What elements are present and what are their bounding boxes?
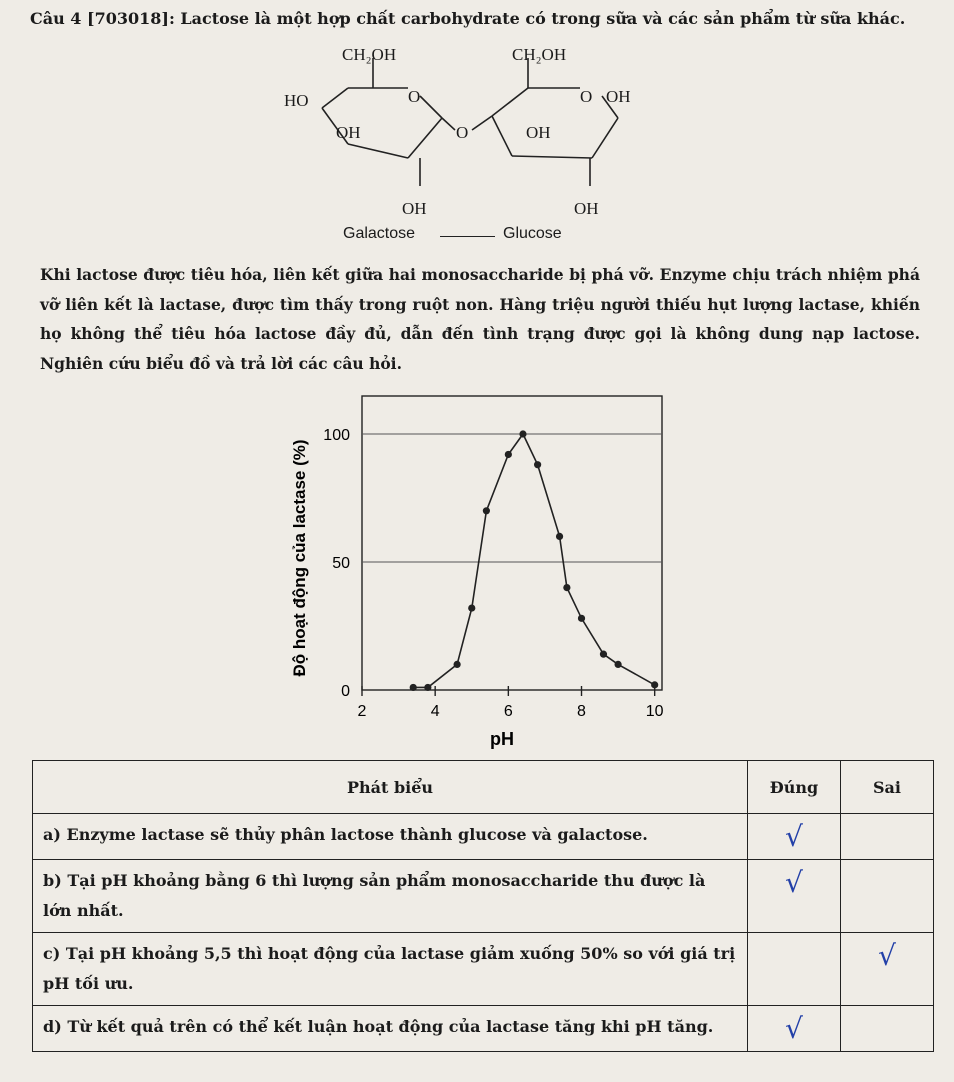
data-point <box>483 507 490 514</box>
x-tick-label: 4 <box>430 703 440 720</box>
header-true: Đúng <box>748 761 841 814</box>
data-point <box>468 604 475 611</box>
bond <box>472 116 492 130</box>
bond <box>512 156 592 158</box>
ch2oh-left-label: CH₂OH <box>342 46 397 64</box>
check-icon: √ <box>878 939 896 972</box>
chart-plot-frame <box>362 396 662 690</box>
data-point <box>424 684 431 691</box>
oh-left-bottom: OH <box>402 199 427 218</box>
false-checkbox-d[interactable] <box>841 1006 934 1052</box>
bond <box>492 88 528 116</box>
glucose-label: Glucose <box>503 225 562 242</box>
bridge-oxygen: O <box>456 123 469 142</box>
true-checkbox-c[interactable] <box>748 933 841 1006</box>
ch2oh-right-label: CH₂OH <box>512 46 567 64</box>
bond <box>322 88 348 108</box>
statement-c: c) Tại pH khoảng 5,5 thì hoạt động của lactase giảm xuống 50% so với giá trị pH tối ưu. <box>33 933 748 1006</box>
statement-a: a) Enzyme lactase sẽ thủy phân lactose thành glucose và galactose. <box>33 814 748 860</box>
oh-right-top: OH <box>606 87 631 106</box>
ring-oxygen-left: O <box>408 87 421 106</box>
data-point <box>578 615 585 622</box>
lactase-activity-chart <box>280 390 680 758</box>
true-checkbox-d[interactable] <box>748 1006 841 1052</box>
header-statement: Phát biểu <box>33 761 748 814</box>
false-checkbox-c[interactable] <box>841 933 934 1006</box>
data-point <box>600 651 607 658</box>
y-tick-label: 50 <box>332 555 350 572</box>
bond <box>492 116 512 156</box>
chart-x-axis-label: pH <box>490 729 514 749</box>
check-icon: √ <box>785 1012 803 1045</box>
x-tick-label: 10 <box>645 703 664 720</box>
bond <box>348 144 408 158</box>
check-icon: √ <box>785 866 803 899</box>
bond <box>420 96 442 118</box>
y-tick-label: 0 <box>341 683 350 700</box>
oh-left-mid: OH <box>336 123 361 142</box>
oh-right-bottom: OH <box>574 199 599 218</box>
data-point <box>519 430 526 437</box>
chart-gridlines <box>362 434 662 562</box>
data-point <box>563 584 570 591</box>
chart-y-tick-labels <box>323 427 350 700</box>
question-title: Câu 4 [703018]: Lactose là một hợp chất carbohydrate có trong sữa và các sản phẩm từ sữa khác. <box>30 9 906 28</box>
true-checkbox-b[interactable] <box>748 860 841 933</box>
table-header-row <box>33 761 934 814</box>
lactose-structure-diagram <box>280 46 680 226</box>
true-checkbox-a[interactable] <box>748 814 841 860</box>
data-point <box>410 684 417 691</box>
bond <box>442 118 455 130</box>
ho-left-label: HO <box>284 91 309 110</box>
chart-y-axis-label: Độ hoạt động của lactase (%) <box>290 439 309 677</box>
data-point <box>505 451 512 458</box>
table-row <box>33 814 934 860</box>
x-tick-label: 2 <box>357 703 367 720</box>
data-point <box>556 533 563 540</box>
passage-text: Khi lactose được tiêu hóa, liên kết giữa hai monosaccharide bị phá vỡ. Enzyme chịu trách nhiệm phá vỡ liên kết là lactase, được tìm thấy trong ruột non. Hàng triệu người thiếu hụt lượng lactase, khiến họ không thể tiêu hóa lactose đầy đủ, dẫn đến tình trạng được gọi là không dung nạp lactose. Nghiên cứu biểu đồ và trả lời các câu hỏi. <box>40 265 920 373</box>
data-point <box>454 661 461 668</box>
false-checkbox-b[interactable] <box>841 860 934 933</box>
bond <box>408 118 442 158</box>
false-checkbox-a[interactable] <box>841 814 934 860</box>
chart-series-line <box>413 434 655 687</box>
table-row <box>33 1006 934 1052</box>
statement-d: d) Từ kết quả trên có thể kết luận hoạt động của lactase tăng khi pH tăng. <box>33 1006 748 1052</box>
check-icon: √ <box>785 820 803 853</box>
galactose-glucose-link-line <box>440 236 495 237</box>
table-row <box>33 860 934 933</box>
galactose-label: Galactose <box>343 225 416 242</box>
x-tick-label: 8 <box>577 703 586 720</box>
statement-b: b) Tại pH khoảng bằng 6 thì lượng sản phẩm monosaccharide thu được là lớn nhất. <box>33 860 748 933</box>
data-point <box>534 461 541 468</box>
ring-oxygen-right: O <box>580 87 593 106</box>
data-point <box>651 681 658 688</box>
y-tick-label: 100 <box>323 427 350 444</box>
header-false: Sai <box>841 761 934 814</box>
bond <box>592 118 618 158</box>
oh-right-mid: OH <box>526 123 551 142</box>
x-tick-label: 6 <box>503 703 513 720</box>
chart-x-tick-labels <box>358 686 664 720</box>
data-point <box>614 661 621 668</box>
statements-table <box>32 760 934 1052</box>
chart-data-points <box>410 430 659 691</box>
table-row <box>33 933 934 1006</box>
